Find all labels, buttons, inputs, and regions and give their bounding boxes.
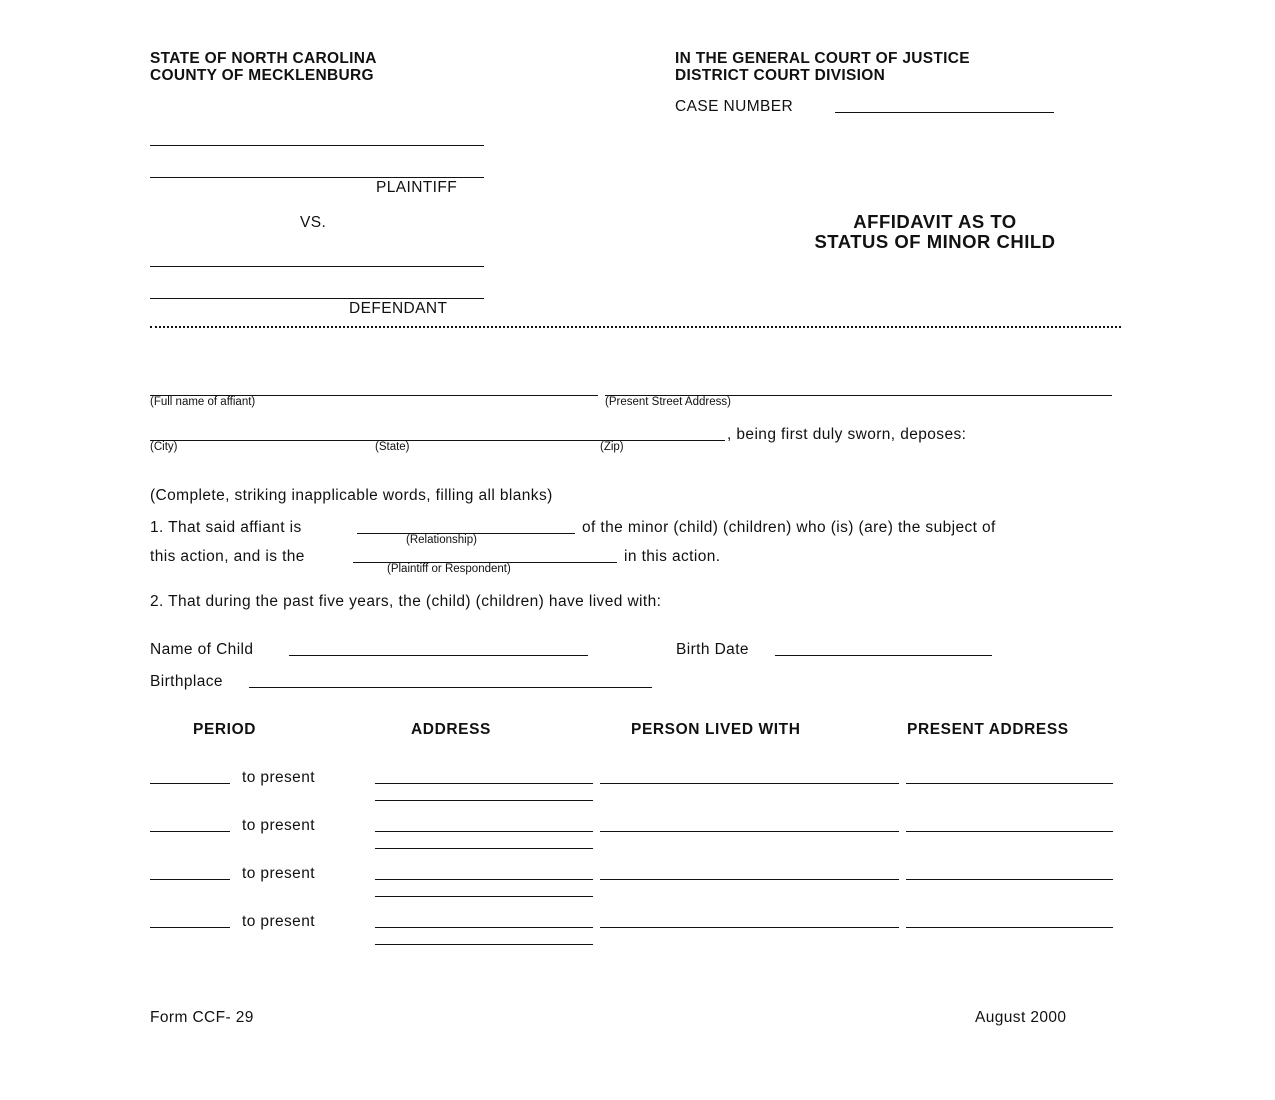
- defendant-line-2[interactable]: [150, 298, 484, 299]
- defendant-label: DEFENDANT: [349, 300, 448, 317]
- period-suffix: to present: [242, 913, 315, 930]
- form-id: Form CCF- 29: [150, 1009, 254, 1026]
- affiant-name-caption: (Full name of affiant): [150, 396, 256, 408]
- defendant-line-1[interactable]: [150, 266, 484, 267]
- document-title-line-2: STATUS OF MINOR CHILD: [814, 231, 1056, 252]
- item1-line2-suffix: in this action.: [624, 548, 721, 565]
- address-field-line-1[interactable]: [375, 879, 593, 880]
- state-caption: (State): [375, 441, 410, 453]
- present-address-field[interactable]: [906, 831, 1113, 832]
- item2-text: 2. That during the past five years, the (child) (children) have lived with:: [150, 593, 662, 610]
- county-heading: COUNTY OF MECKLENBURG: [150, 67, 374, 84]
- item1-suffix: of the minor (child) (children) who (is) (are) the subject of: [582, 519, 996, 536]
- col-header-period: PERIOD: [193, 721, 257, 738]
- period-start-field[interactable]: [150, 879, 230, 880]
- present-address-field[interactable]: [906, 783, 1113, 784]
- period-suffix: to present: [242, 769, 315, 786]
- division-heading: DISTRICT COURT DIVISION: [675, 67, 886, 84]
- birth-date-label: Birth Date: [676, 641, 749, 658]
- party-role-caption: (Plaintiff or Respondent): [387, 563, 511, 575]
- affiant-street-caption: (Present Street Address): [605, 396, 731, 408]
- birthplace-label: Birthplace: [150, 673, 223, 690]
- plaintiff-line-2[interactable]: [150, 177, 484, 178]
- sworn-text: , being first duly sworn, deposes:: [727, 426, 967, 443]
- child-name-label: Name of Child: [150, 641, 254, 658]
- person-lived-with-field[interactable]: [600, 879, 899, 880]
- col-header-present-address: PRESENT ADDRESS: [907, 721, 1069, 738]
- person-lived-with-field[interactable]: [600, 831, 899, 832]
- birthplace-field[interactable]: [249, 687, 652, 688]
- relationship-caption: (Relationship): [406, 534, 477, 546]
- form-date: August 2000: [975, 1009, 1067, 1026]
- child-name-field[interactable]: [289, 655, 588, 656]
- address-field-line-2[interactable]: [375, 896, 593, 897]
- period-start-field[interactable]: [150, 831, 230, 832]
- case-number-field[interactable]: [835, 112, 1054, 113]
- birth-date-field[interactable]: [775, 655, 992, 656]
- present-address-field[interactable]: [906, 879, 1113, 880]
- plaintiff-label: PLAINTIFF: [376, 179, 458, 196]
- address-field-line-1[interactable]: [375, 831, 593, 832]
- person-lived-with-field[interactable]: [600, 927, 899, 928]
- col-header-address: ADDRESS: [411, 721, 491, 738]
- zip-caption: (Zip): [600, 441, 624, 453]
- court-heading: IN THE GENERAL COURT OF JUSTICE: [675, 50, 970, 67]
- period-start-field[interactable]: [150, 783, 230, 784]
- col-header-person: PERSON LIVED WITH: [631, 721, 801, 738]
- document-title-line-1: AFFIDAVIT AS TO: [853, 211, 1017, 232]
- address-field-line-2[interactable]: [375, 848, 593, 849]
- state-heading: STATE OF NORTH CAROLINA: [150, 50, 377, 67]
- address-field-line-2[interactable]: [375, 800, 593, 801]
- item1-prefix: 1. That said affiant is: [150, 519, 302, 536]
- present-address-field[interactable]: [906, 927, 1113, 928]
- item1-line2-prefix: this action, and is the: [150, 548, 305, 565]
- plaintiff-line-1[interactable]: [150, 145, 484, 146]
- person-lived-with-field[interactable]: [600, 783, 899, 784]
- instructions-text: (Complete, striking inapplicable words, filling all blanks): [150, 487, 553, 504]
- period-suffix: to present: [242, 865, 315, 882]
- address-field-line-2[interactable]: [375, 944, 593, 945]
- address-field-line-1[interactable]: [375, 783, 593, 784]
- vs-label: VS.: [300, 214, 327, 231]
- period-start-field[interactable]: [150, 927, 230, 928]
- city-caption: (City): [150, 441, 178, 453]
- section-divider: [150, 326, 1121, 328]
- affiant-city-state-zip-field[interactable]: [150, 440, 725, 441]
- period-suffix: to present: [242, 817, 315, 834]
- address-field-line-1[interactable]: [375, 927, 593, 928]
- case-number-label: CASE NUMBER: [675, 98, 794, 115]
